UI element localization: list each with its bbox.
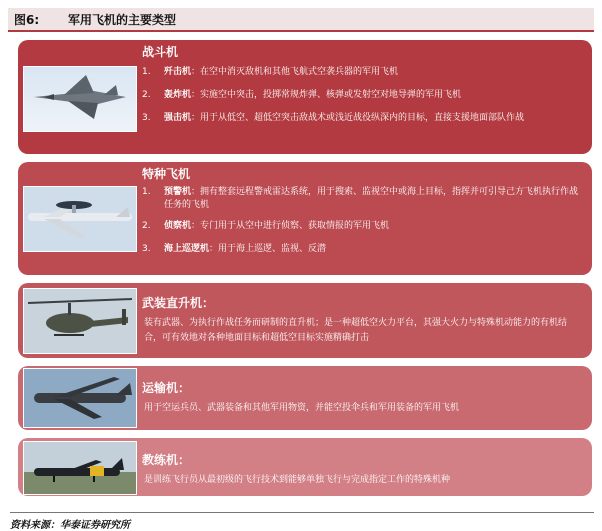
figure-number: 图6: bbox=[14, 12, 40, 27]
panel-trainer bbox=[18, 438, 592, 496]
helicopter-image bbox=[23, 288, 137, 354]
panel-transport bbox=[18, 366, 592, 430]
list-item: 1. 预警机：拥有整套远程警戒雷达系统，用于搜索、监视空中或海上目标，指挥并可引导己方飞机执行作战任务的飞机 bbox=[142, 187, 579, 210]
panel-fighter bbox=[18, 40, 592, 154]
helicopter-heading: 武装直升机： bbox=[142, 296, 215, 310]
list-item: 1. 歼击机：在空中消灭敌机和其他飞航式空袭兵器的军用飞机 bbox=[142, 67, 399, 77]
special-heading: 特种飞机 bbox=[142, 167, 191, 181]
panel-special bbox=[18, 162, 592, 275]
fighter-jet-image bbox=[23, 66, 137, 132]
transport-description: 用于空运兵员、武器装备和其他军用物资，并能空投伞兵和军用装备的军用飞机 bbox=[144, 403, 460, 413]
awacs-image bbox=[23, 186, 137, 252]
list-item: 3. 强击机：用于从低空、超低空突击敌战术或浅近战役纵深内的目标，直接支援地面部队作战 bbox=[142, 113, 525, 123]
list-item: 2. 轰炸机：实施空中突击，投掷常规炸弹、核弹或发射空对地导弹的军用飞机 bbox=[142, 90, 462, 100]
transport-heading: 运输机： bbox=[142, 381, 191, 395]
trainer-description: 是训练飞行员从最初级的飞行技术到能够单独飞行与完成指定工作的特殊机种 bbox=[144, 475, 451, 485]
source-note: 资料来源：华泰证券研究所 bbox=[10, 512, 594, 531]
list-item: 2. 侦察机：专门用于从空中进行侦察、获取情报的军用飞机 bbox=[142, 221, 390, 231]
trainer-aircraft-image bbox=[23, 441, 137, 495]
transport-aircraft-image bbox=[23, 368, 137, 428]
figure-title: 军用飞机的主要类型 bbox=[68, 12, 177, 27]
panel-helicopter bbox=[18, 283, 592, 358]
fighter-list bbox=[142, 66, 586, 125]
list-item: 3. 海上巡逻机：用于海上巡逻、监视、反潜 bbox=[142, 244, 327, 254]
special-list bbox=[142, 186, 586, 256]
trainer-heading: 教练机： bbox=[142, 453, 191, 467]
figure-title-bar bbox=[8, 8, 594, 32]
fighter-heading: 战斗机 bbox=[142, 45, 179, 59]
helicopter-description: 装有武器、为执行作战任务而研制的直升机；是一种超低空火力平台，其强大火力与特殊机动能力的有机结合，可有效地对各种地面目标和超低空目标实施精确打击 bbox=[144, 318, 568, 343]
